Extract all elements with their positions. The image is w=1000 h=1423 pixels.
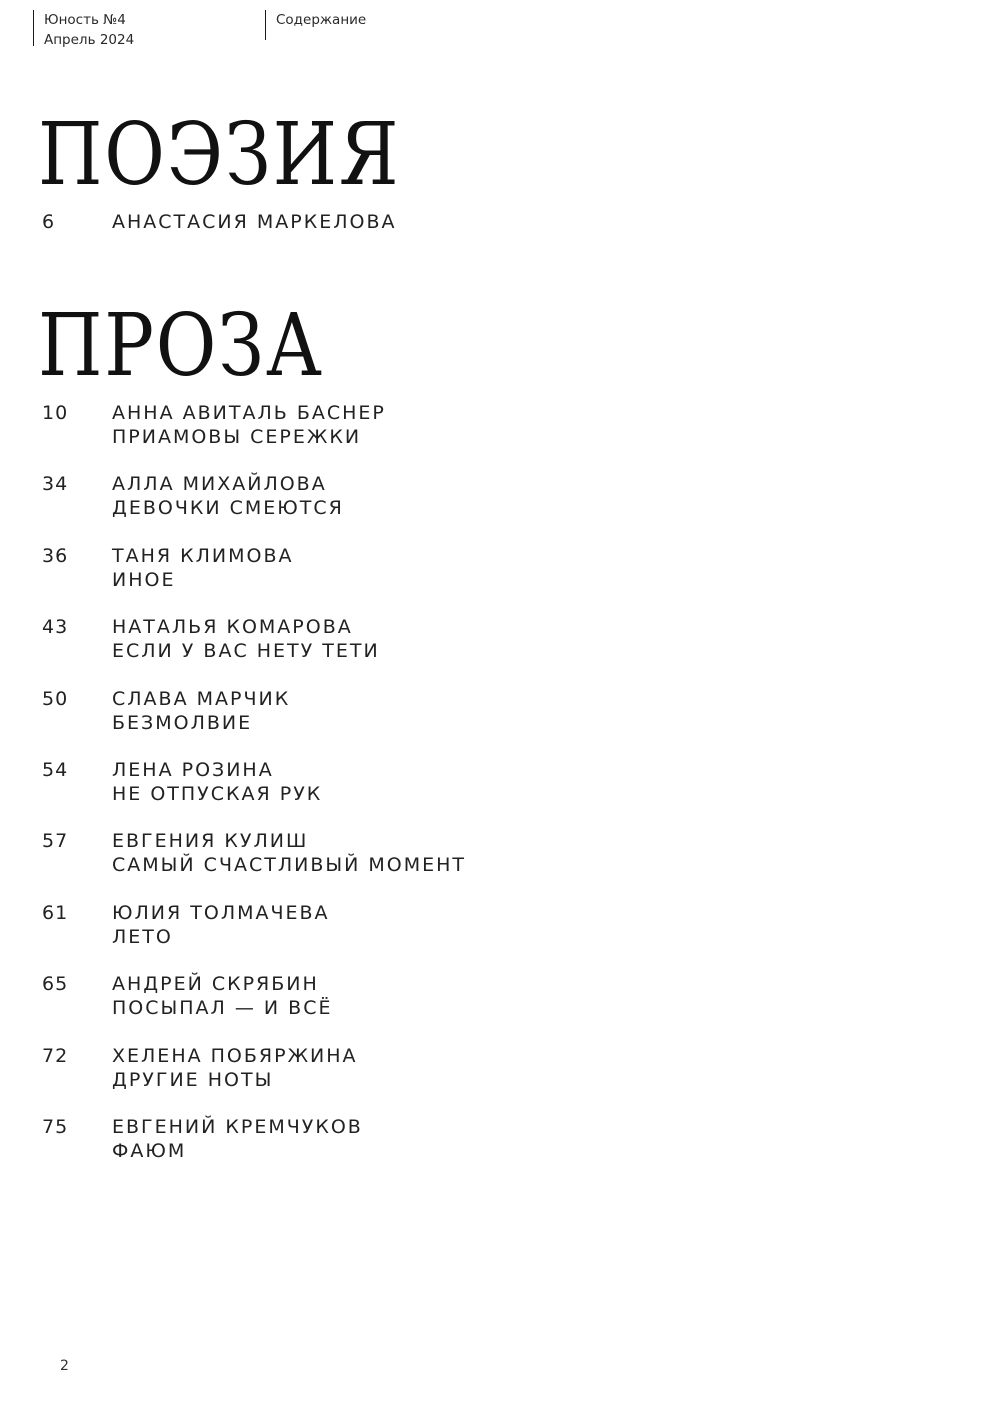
toc-entry-author: ЛЕНА РОЗИНА — [112, 758, 274, 781]
toc-entry-page: 54 — [42, 758, 69, 781]
toc-entry-page: 65 — [42, 973, 69, 996]
toc-list-poetry — [42, 210, 397, 281]
toc-entry-work: ЛЕТО — [112, 925, 173, 948]
toc-entry-author: ХЕЛЕНА ПОБЯРЖИНА — [112, 1044, 358, 1067]
toc-entry-page: 10 — [42, 402, 69, 424]
toc-entry-author: АНДРЕЙ СКРЯБИН — [112, 973, 319, 996]
toc-entry-work: ДЕВОЧКИ СМЕЮТСЯ — [112, 497, 344, 520]
toc-entry-author: ЕВГЕНИЙ КРЕМЧУКОВ — [112, 1115, 363, 1138]
toc-entry-text — [112, 472, 344, 543]
section-title-poetry: ПОЭЗИЯ — [38, 105, 401, 205]
toc-entry[interactable] — [42, 901, 466, 972]
toc-entry[interactable] — [42, 401, 466, 472]
magazine-name: Юность №4 — [44, 12, 126, 28]
toc-entry-work: ЕСЛИ У ВАС НЕТУ ТЕТИ — [112, 640, 380, 663]
toc-entry-text — [112, 972, 332, 1043]
toc-entry[interactable] — [42, 472, 466, 543]
toc-entry-text — [112, 615, 380, 686]
toc-entry-text — [112, 687, 290, 758]
toc-entry-page: 72 — [42, 1044, 69, 1067]
toc-entry-page: 36 — [42, 544, 69, 567]
toc-entry[interactable] — [42, 544, 466, 615]
toc-entry-text — [112, 829, 466, 900]
toc-entry-author: АННА АВИТАЛЬ БАСНЕР — [112, 402, 386, 424]
toc-entry-author: АНАСТАСИЯ МАРКЕЛОВА — [112, 211, 397, 233]
toc-entry-work: БЕЗМОЛВИЕ — [112, 711, 253, 734]
toc-entry-work: ИНОЕ — [112, 568, 176, 591]
toc-entry-author: СЛАВА МАРЧИК — [112, 687, 291, 710]
toc-entry-work: ФАЮМ — [112, 1139, 187, 1162]
running-header-section — [265, 10, 366, 40]
toc-entry-text — [112, 758, 322, 829]
toc-entry-text — [112, 544, 294, 615]
toc-entry[interactable] — [42, 1115, 466, 1186]
toc-entry-page: 6 — [42, 211, 56, 233]
toc-entry[interactable] — [42, 758, 466, 829]
toc-entry[interactable] — [42, 687, 466, 758]
toc-entry-page: 75 — [42, 1115, 69, 1138]
toc-entry[interactable] — [42, 1044, 466, 1115]
toc-entry-text — [112, 210, 397, 281]
section-name: Содержание — [276, 12, 367, 28]
page-number: 2 — [60, 1358, 69, 1374]
toc-entry-author: ЕВГЕНИЯ КУЛИШ — [112, 830, 309, 853]
toc-entry-page: 61 — [42, 901, 69, 924]
toc-entry-page: 34 — [42, 473, 69, 496]
toc-entry-work: НЕ ОТПУСКАЯ РУК — [112, 782, 323, 805]
toc-entry-author: ЮЛИЯ ТОЛМАЧЕВА — [112, 901, 330, 924]
toc-entry-work: ПОСЫПАЛ — И ВСЁ — [112, 997, 333, 1020]
toc-list-prose — [42, 401, 466, 1186]
toc-entry-author: ТАНЯ КЛИМОВА — [112, 544, 294, 567]
toc-entry-work: САМЫЙ СЧАСТЛИВЫЙ МОМЕНТ — [112, 854, 467, 877]
toc-entry-author: НАТАЛЬЯ КОМАРОВА — [112, 616, 353, 639]
toc-entry[interactable] — [42, 829, 466, 900]
toc-entry-author: АЛЛА МИХАЙЛОВА — [112, 473, 327, 496]
toc-entry-page: 57 — [42, 830, 69, 853]
toc-entry[interactable] — [42, 972, 466, 1043]
toc-entry[interactable] — [42, 210, 397, 281]
toc-entry-text — [112, 401, 386, 472]
issue-date: Апрель 2024 — [44, 32, 135, 48]
toc-entry-work: ПРИАМОВЫ СЕРЕЖКИ — [112, 426, 362, 448]
toc-entry-page: 50 — [42, 687, 69, 710]
running-header-issue — [33, 10, 134, 46]
toc-entry-page: 43 — [42, 616, 69, 639]
toc-entry-work: ДРУГИЕ НОТЫ — [112, 1068, 274, 1091]
toc-entry-text — [112, 1115, 363, 1186]
section-title-prose: ПРОЗА — [38, 296, 324, 396]
toc-entry-text — [112, 901, 330, 972]
toc-entry-text — [112, 1044, 358, 1115]
toc-entry[interactable] — [42, 615, 466, 686]
